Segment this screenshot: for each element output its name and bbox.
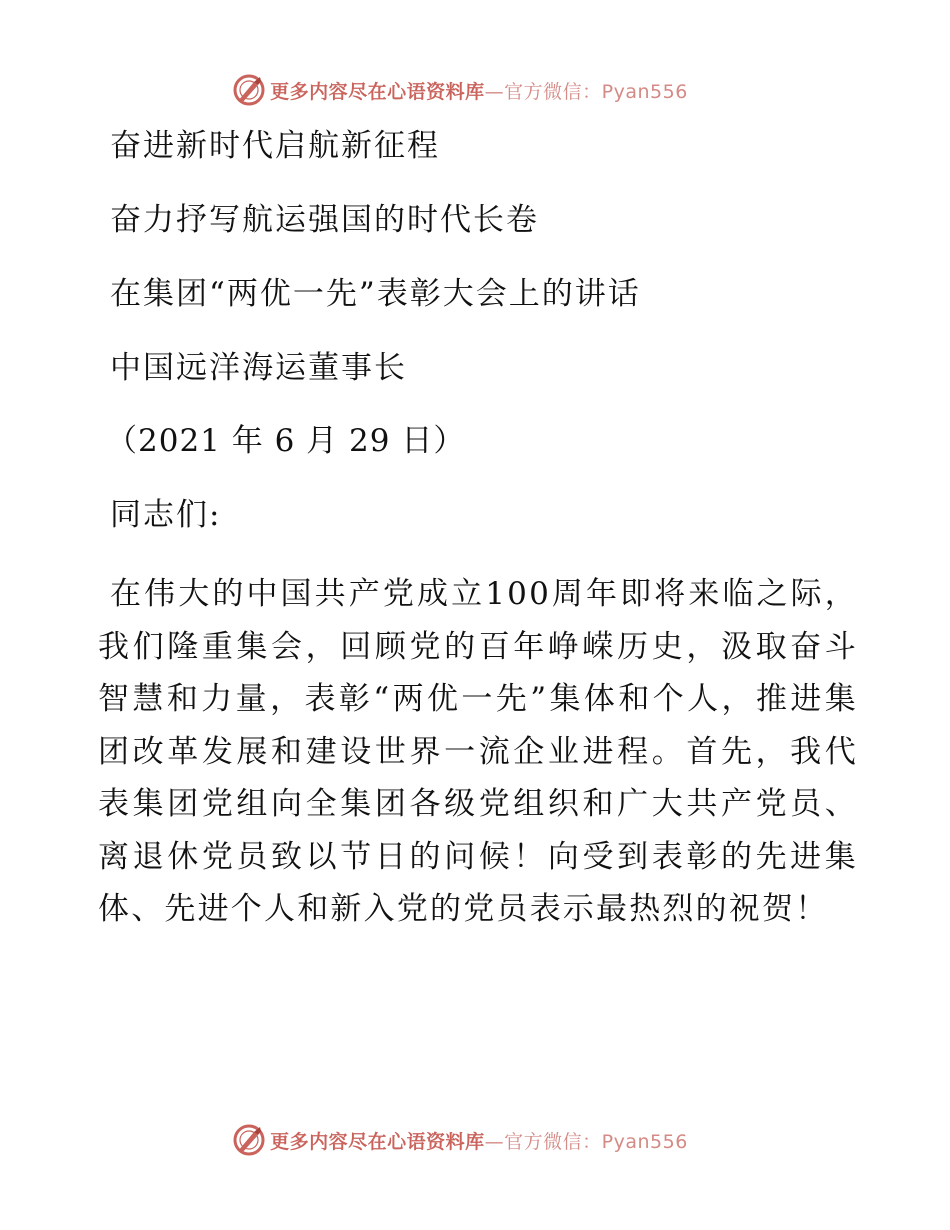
title-line-1: 奋进新时代启航新征程 xyxy=(110,128,440,164)
title-line-3: 在集团“两优一先”表彰大会上的讲话 xyxy=(110,276,641,312)
watermark-brand: 更多内容尽在心语资料库 xyxy=(270,1130,485,1153)
watermark-brand: 更多内容尽在心语资料库 xyxy=(270,80,485,103)
watermark-text xyxy=(270,77,688,104)
title-line-2: 奋力抒写航运强国的时代长卷 xyxy=(110,202,539,238)
watermark-suffix: —官方微信：Pyan556 xyxy=(484,1130,688,1153)
quill-pen-circle-icon xyxy=(232,73,266,107)
watermark-text xyxy=(270,1127,688,1154)
header-watermark xyxy=(0,70,950,110)
speaker-line: 中国远洋海运董事长 xyxy=(110,350,407,386)
quill-pen-circle-icon xyxy=(232,1123,266,1157)
salutation: 同志们: xyxy=(110,497,222,533)
date-line: （2021 年 6 月 29 日） xyxy=(106,423,466,459)
watermark-suffix: —官方微信：Pyan556 xyxy=(484,80,688,103)
body-paragraph: 在伟大的中国共产党成立100周年即将来临之际，我们隆重集会，回顾党的百年峥嵘历史，汲取奋斗智慧和力量，表彰“两优一先”集体和个人，推进集团改革发展和建设世界一流企业进程。首先，我代表集团党组向全集团各级党组织和广大共产党员、离退休党员致以节日的问候！向受到表彰的先进集体、先进个人和新入党的党员表示最热烈的祝贺！ xyxy=(98,576,858,927)
footer-watermark xyxy=(0,1120,950,1160)
